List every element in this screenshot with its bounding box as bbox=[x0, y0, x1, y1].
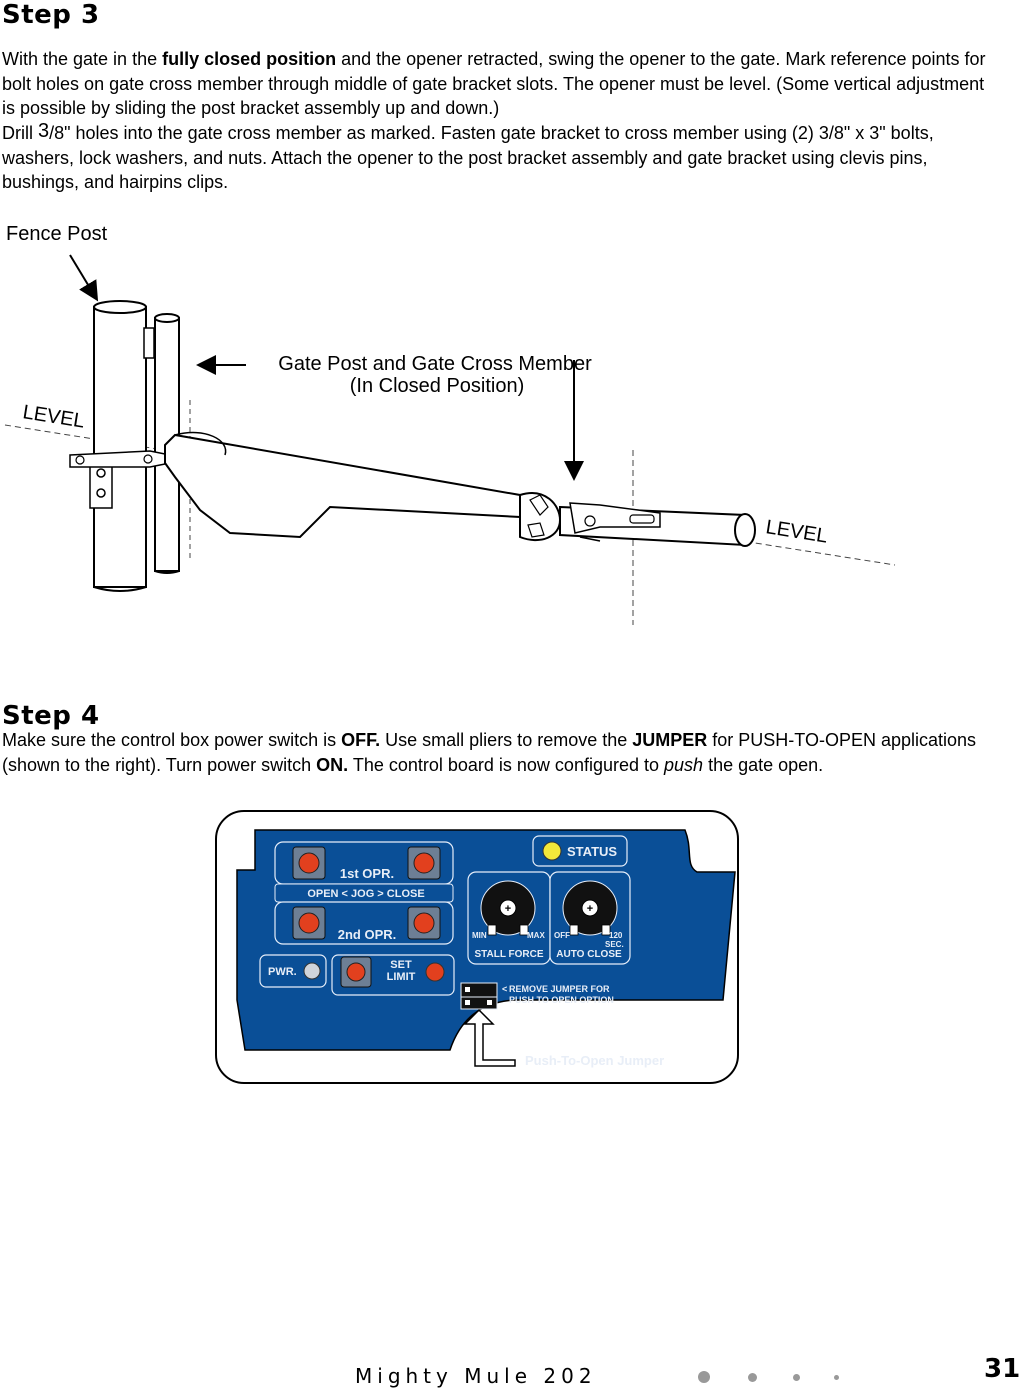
step3-heading: Step 3 bbox=[2, 0, 100, 30]
step3-text: /8" holes into the gate cross member as marked. Fasten gate bracket to cross member using (2) 3/8" x 3" bolts, washers, lock washers, and nuts. Attach the opener to the post bracket assembly and gate bracket using clevis pins, bushings, and hairpins clips. bbox=[2, 123, 934, 192]
step4-paragraph bbox=[2, 728, 1002, 777]
fraction-numerator: 3 bbox=[38, 120, 50, 142]
on-emphasis: ON. bbox=[316, 754, 349, 775]
status-led bbox=[543, 842, 561, 860]
footer-dot bbox=[698, 1371, 710, 1383]
push-to-open-jumper-label: Push-To-Open Jumper bbox=[525, 1053, 665, 1068]
step4-text: for PUSH-TO-OPEN applications (shown to the right). Turn power switch bbox=[2, 730, 977, 775]
step4-text: Use small pliers to remove the bbox=[380, 730, 633, 750]
push-to-open-jumper[interactable] bbox=[461, 983, 497, 1009]
max-label: MAX bbox=[527, 931, 545, 940]
off-label: OFF bbox=[554, 931, 570, 940]
control-board-diagram bbox=[215, 810, 740, 1086]
step3-paragraph-2 bbox=[2, 121, 1002, 195]
opr1-label: 1st OPR. bbox=[339, 866, 395, 881]
step4-text: the gate open. bbox=[703, 754, 824, 775]
pwr-label: PWR. bbox=[268, 966, 297, 978]
auto-close-label: AUTO CLOSE bbox=[556, 949, 622, 960]
step3-emphasis: fully closed position bbox=[162, 49, 337, 69]
sec-label: SEC. bbox=[605, 940, 624, 949]
opr2-close-button-cap[interactable] bbox=[414, 913, 434, 933]
opr2-label: 2nd OPR. bbox=[337, 927, 397, 942]
set-limit-button-cap[interactable] bbox=[347, 963, 365, 981]
opr1-open-button-cap[interactable] bbox=[299, 853, 319, 873]
min-label: MIN bbox=[472, 931, 487, 940]
footer-dot bbox=[834, 1375, 839, 1380]
stall-force-label: STALL FORCE bbox=[474, 949, 544, 960]
step3-text: and the opener retracted, swing the opener to the gate. Mark reference points for bolt holes on gate cross member through middle of gate bracket slots. The opener must be level. (Some vertical adjustment is possible by sliding the post bracket assembly up and down.) bbox=[2, 49, 986, 118]
fence-post-arrow bbox=[70, 255, 96, 298]
pwr-led bbox=[304, 963, 320, 979]
svg-text:+: + bbox=[586, 903, 594, 915]
fence-post bbox=[94, 301, 146, 591]
opr1-close-button-cap[interactable] bbox=[414, 853, 434, 873]
gate-opener bbox=[165, 433, 755, 546]
step4-text: Make sure the control box power switch is bbox=[2, 730, 342, 750]
off-emphasis: OFF. bbox=[341, 730, 381, 750]
step3-text: Drill bbox=[2, 123, 38, 143]
jumper-emphasis: JUMPER bbox=[632, 730, 708, 750]
limit-led bbox=[426, 963, 444, 981]
level-label-right: LEVEL bbox=[764, 516, 830, 548]
footer-title: Mighty Mule 202 bbox=[355, 1364, 597, 1388]
step3-paragraph-1 bbox=[2, 47, 1002, 121]
step4-text: The control board is now configured to bbox=[348, 754, 665, 775]
gate-post-label-line2: (In Closed Position) bbox=[349, 375, 525, 397]
sec-120-label: 120 bbox=[609, 931, 623, 940]
set-label: SET bbox=[390, 959, 412, 971]
level-label-left: LEVEL bbox=[21, 401, 87, 433]
jog-label: OPEN < JOG > CLOSE bbox=[307, 888, 425, 900]
status-label: STATUS bbox=[567, 844, 618, 859]
push-emphasis: push bbox=[664, 754, 704, 775]
opener-installation-diagram bbox=[0, 215, 1023, 635]
footer-dot bbox=[748, 1373, 757, 1382]
fence-post-label: Fence Post bbox=[6, 223, 108, 245]
gate-post-label-line1: Gate Post and Gate Cross Member bbox=[278, 353, 592, 375]
opr2-open-button-cap[interactable] bbox=[299, 913, 319, 933]
limit-label: LIMIT bbox=[386, 971, 416, 983]
svg-text:+: + bbox=[504, 903, 512, 915]
page-number: 31 bbox=[984, 1354, 1021, 1384]
remove-jumper-arrow: < bbox=[502, 984, 508, 994]
footer-dot bbox=[793, 1374, 800, 1381]
step4-heading: Step 4 bbox=[2, 701, 100, 731]
remove-jumper-line2: PUSH TO OPEN OPTION bbox=[509, 995, 614, 1005]
step3-text: With the gate in the bbox=[2, 49, 163, 69]
remove-jumper-line1: REMOVE JUMPER FOR bbox=[509, 984, 610, 994]
